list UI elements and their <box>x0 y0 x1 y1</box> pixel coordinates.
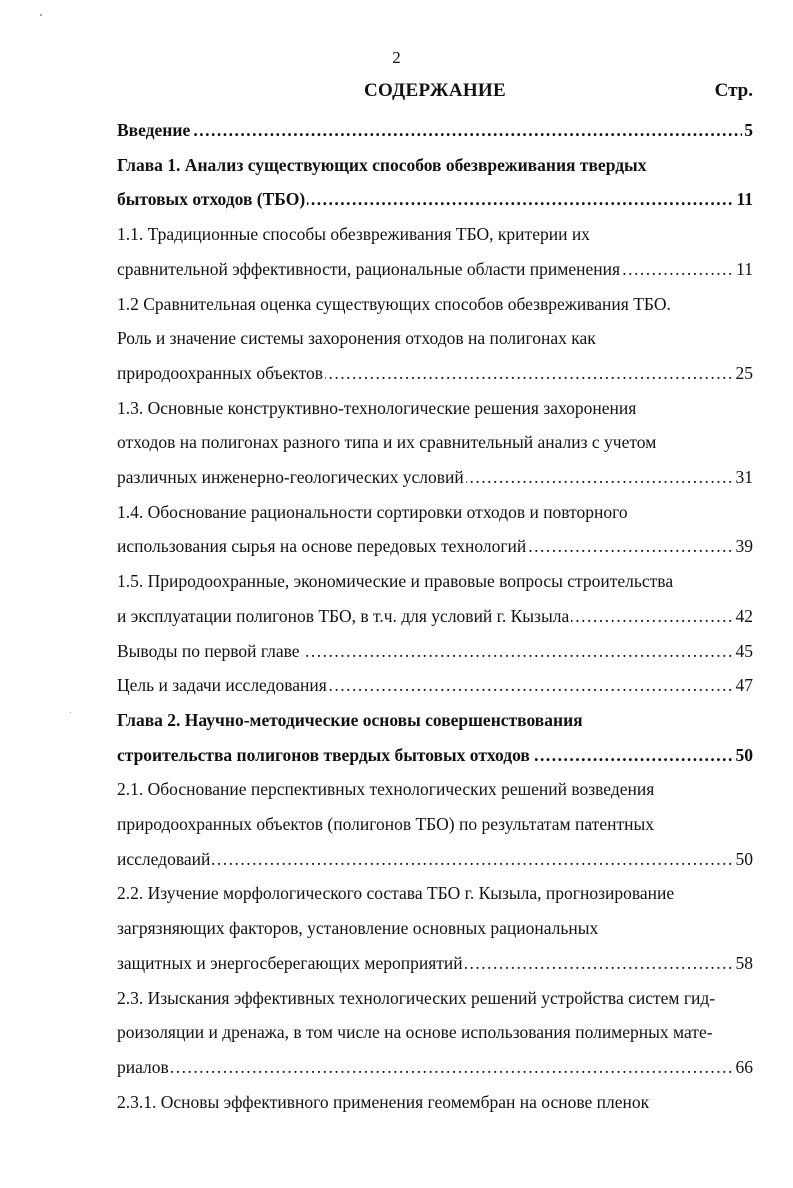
toc-entry-text: Цель и задачи исследования <box>117 675 327 696</box>
page-title: СОДЕРЖАНИЕ <box>364 80 506 101</box>
toc-entry <box>117 600 753 632</box>
toc-header <box>117 80 753 108</box>
toc-entry <box>117 565 753 597</box>
toc-entry <box>117 1086 753 1118</box>
toc-entry-text: использования сырья на основе передовых технологий <box>117 536 527 557</box>
toc-entry <box>117 183 753 215</box>
toc-entry <box>117 461 753 493</box>
toc-entry-text: 2.3. Изыскания эффективных технологических решений устройства систем гид- <box>117 987 716 1008</box>
toc-entry-text: 2.3.1. Основы эффективного применения геомембран на основе пленок <box>117 1091 650 1112</box>
page-number: 2 <box>392 48 401 67</box>
toc-entry <box>117 357 753 389</box>
toc-entry-text: бытовых отходов (ТБО) <box>117 189 306 210</box>
toc-entry <box>117 253 753 285</box>
toc-entry <box>117 947 753 979</box>
toc-entry-text: загрязняющих факторов, установление основных рациональных <box>117 918 599 939</box>
toc-entry-text: Выводы по первой главе <box>117 640 300 661</box>
toc-entry-text: 2.2. Изучение морфологического состава ТБО г. Кызыла, прогнозирование <box>117 883 675 904</box>
toc-entry-text: роизоляции и дренажа, в том числе на основе использования полимерных мате- <box>117 1022 713 1043</box>
toc-entry-page: 66 <box>734 1051 754 1083</box>
toc-entry-text: различных инженерно-геологических условий <box>117 467 464 487</box>
toc-entry <box>117 149 753 181</box>
toc-entry-text: природоохранных объектов (полигонов ТБО) по результатам патентных <box>117 814 654 834</box>
toc-entry <box>117 808 753 840</box>
toc-entry-text: 2.1. Обоснование перспективных технологических решений возведения <box>117 779 655 800</box>
toc-entry-text: 1.4. Обоснование рациональности сортировки отходов и повторного <box>117 501 628 522</box>
toc-entry-page: 11 <box>734 253 753 285</box>
toc-entry-text: Глава 1. Анализ существующих способов обезвреживания твердых <box>117 154 647 175</box>
toc-entry <box>117 982 753 1014</box>
toc-entry <box>117 114 753 146</box>
toc-entry-text: защитных и энергосберегающих мероприятий <box>117 952 463 973</box>
toc-entry-text: природоохранных объектов <box>117 362 324 383</box>
toc-entry-page: 25 <box>734 357 754 389</box>
toc-entry-page: 39 <box>734 530 754 562</box>
toc-entry-page: 42 <box>734 600 754 632</box>
toc-entry-text: риалов <box>117 1056 169 1077</box>
toc-entry <box>117 1051 753 1083</box>
toc-entry <box>117 704 753 736</box>
toc-entry <box>117 635 753 667</box>
toc-entry-page: 5 <box>742 114 753 146</box>
scan-speck <box>40 14 42 16</box>
toc-entry <box>117 218 753 250</box>
toc-entry <box>117 288 753 320</box>
toc-entry <box>117 912 753 944</box>
toc-entry-text: Роль и значение системы захоронения отходов на полигонах как <box>117 328 596 349</box>
toc-entry <box>117 843 753 875</box>
toc-entry-page: 58 <box>734 947 754 979</box>
toc-entry-text: отходов на полигонах разного типа и их сравнительный анализ с учетом <box>117 432 657 453</box>
toc-entry <box>117 496 753 528</box>
toc-entry <box>117 530 753 562</box>
toc-entry-text: 1.3. Основные конструктивно-технологические решения захоронения <box>117 397 637 418</box>
toc-entry-page: 31 <box>734 461 754 493</box>
toc-entry <box>117 322 753 354</box>
toc-entry-page: 50 <box>734 843 754 875</box>
toc-entry <box>117 669 753 701</box>
toc-entry <box>117 392 753 424</box>
toc-entry-text: сравнительной эффективности, рациональные области применения <box>117 258 621 279</box>
toc-entry <box>117 1016 753 1048</box>
toc-entry-page: 45 <box>734 635 754 667</box>
toc-entry-text: Введение <box>117 120 191 140</box>
toc-entry-text: строительства полигонов твердых бытовых отходов <box>117 744 530 765</box>
toc-entry-page: 50 <box>734 739 754 771</box>
scan-speck <box>70 712 71 713</box>
toc-entry <box>117 739 753 771</box>
toc-entry-text: 1.2 Сравнительная оценка существующих способов обезвреживания ТБО. <box>117 293 671 314</box>
toc-entry-page: 47 <box>734 669 754 701</box>
toc-entry <box>117 877 753 909</box>
page-column-label: Стр. <box>714 80 753 101</box>
toc-entry-text: исследоваий <box>117 848 211 869</box>
toc-entry <box>117 773 753 805</box>
toc-entry <box>117 426 753 458</box>
toc-entry-page: 11 <box>734 183 753 215</box>
toc-entry-text: 1.5. Природоохранные, экономические и правовые вопросы строительства <box>117 571 674 592</box>
toc-entry-text: и эксплуатации полигонов ТБО, в т.ч. для условий г. Кызыла <box>117 605 570 626</box>
toc-entry-text: Глава 2. Научно-методические основы совершенствования <box>117 709 583 730</box>
toc-entry-text: 1.1. Традиционные способы обезвреживания ТБО, критерии их <box>117 224 590 245</box>
